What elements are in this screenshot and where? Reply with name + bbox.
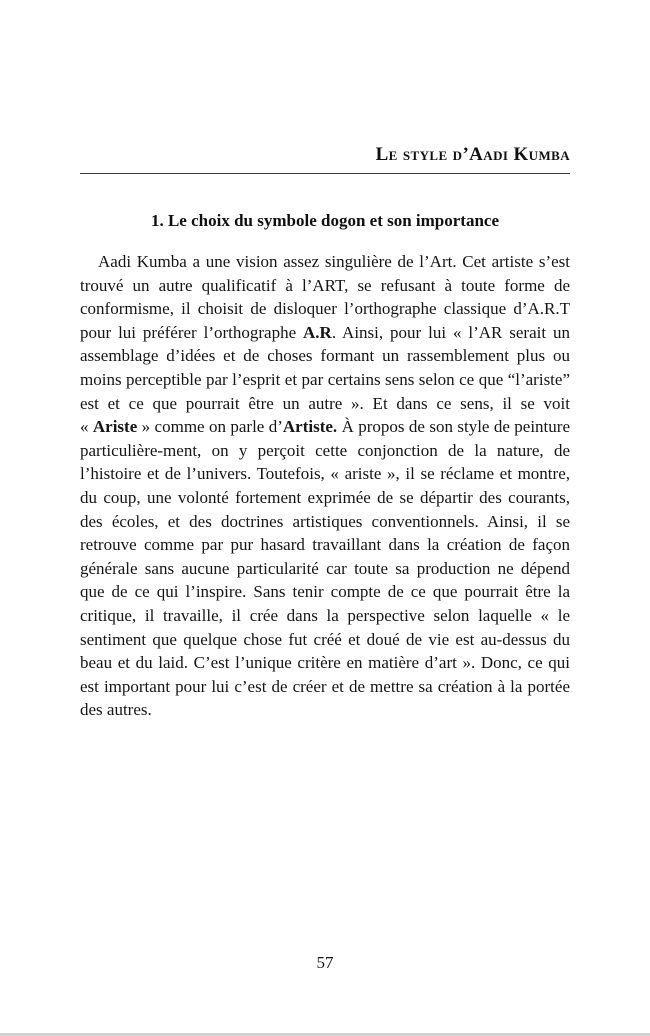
body-text-segment-bold: Ariste <box>92 417 138 437</box>
body-text-segment: . Ainsi, pour lui « l’AR serait un assemblage d’idées et de choses formant un rassemblement plus ou moins perceptible par l’esprit et par certains sens selon ce que “l’ariste” est et ce que pourrait être un autre ». Et dans ce sens, il se voit « <box>80 322 570 437</box>
body-text-segment: Aadi Kumba a une vision assez singulière de l’Art. Cet artiste s’est trouvé un autre qualificatif à l’ART, se refusant à toute forme de conformisme, il choisit de disloquer l’orthographe classique d’A.R.T pour lui préférer l’orthographe <box>80 252 570 342</box>
page-number: 57 <box>316 953 334 972</box>
body-text-segment-bold: A.R <box>303 322 332 342</box>
header-rule <box>80 173 570 174</box>
running-header <box>80 144 570 166</box>
body-paragraph <box>80 250 570 722</box>
page-content <box>80 0 570 722</box>
body-text-segment: » comme on parle d’ <box>137 417 283 437</box>
body-text-segment: À propos de son style de peinture particulière-ment, on y perçoit cette conjonction de la nature, de l’histoire et de l’univers. Toutefois, « ariste », il se réclame et montre, du coup, une volonté fortement exprimée de se départir des courants, des écoles, et des doctrines artistiques conventionnels. Ainsi, il se retrouve comme par pur hasard travaillant dans la création de façon générale sans aucune particularité car toute sa production ne dépend que de ce qui l’inspire. Sans tenir compte de ce que pourrait être la critique, il travaille, il crée dans la perspective selon laquelle « le sentiment que quelque chose fut créé et doué de vie est au-dessus du beau et du laid. C’est l’unique critère en matière d’art ». Donc, ce qui est important pour lui c’est de créer et de mettre sa création à la portée des autres. <box>80 417 570 720</box>
running-header-text: Le style d’Aadi Kumba <box>375 144 570 165</box>
body-text-segment-bold: Artiste. <box>282 417 338 437</box>
section-heading: 1. Le choix du symbole dogon et son importance <box>150 211 500 230</box>
